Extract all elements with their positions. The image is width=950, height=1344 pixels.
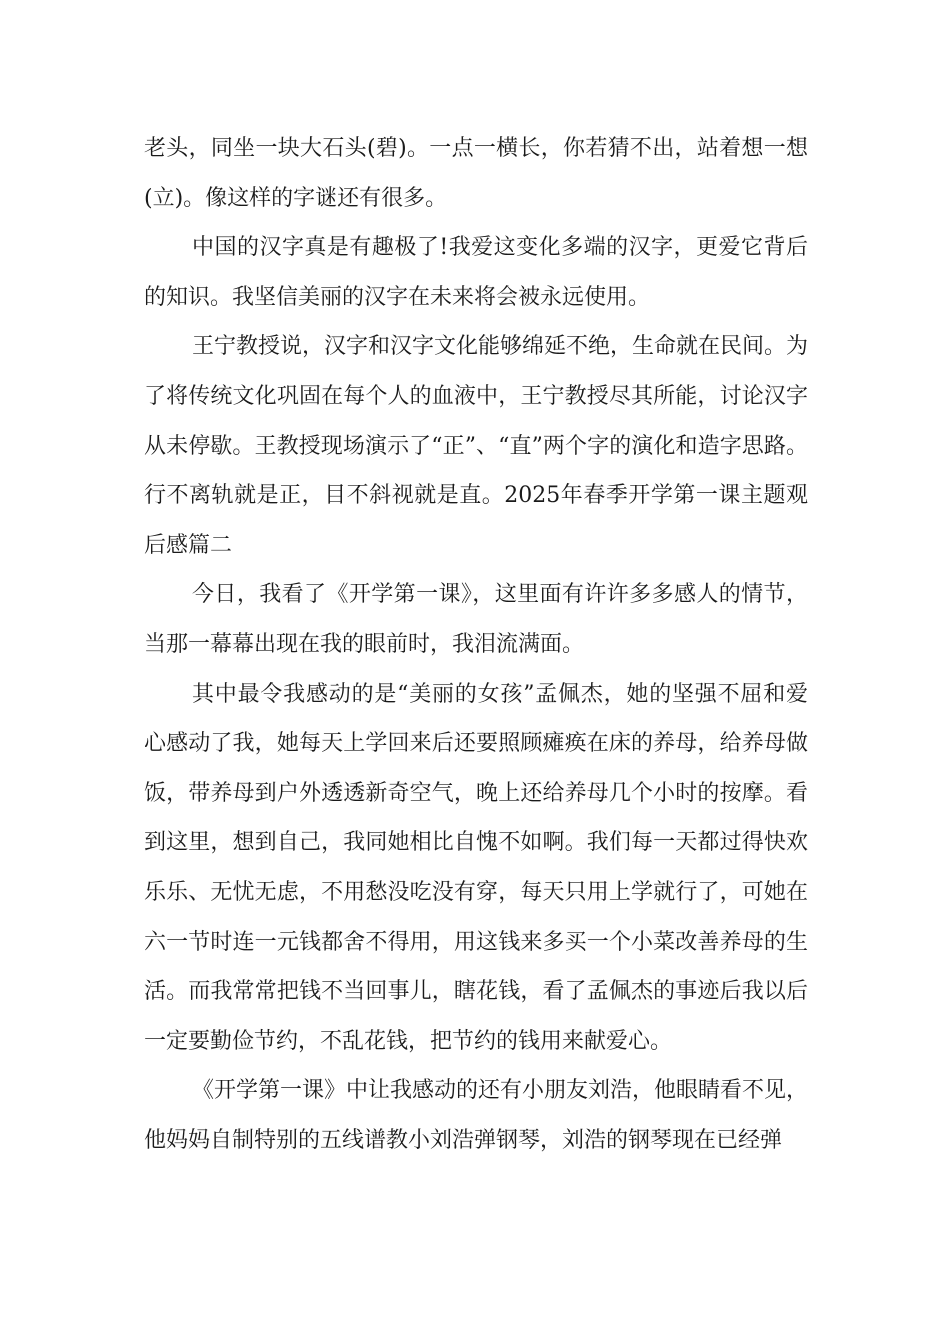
paragraph-1: 老头，同坐一块大石头(碧)。一点一横长，你若猜不出，站着想一想(立)。像这样的字谜还有很多。 (144, 136, 808, 211)
paragraph-6: 《开学第一课》中让我感动的还有小朋友刘浩，他眼睛看不见，他妈妈自制特别的五线谱教小刘浩弹钢琴，刘浩的钢琴现在已经弹 (144, 1078, 809, 1153)
paragraph-3: 王宁教授说，汉字和汉字文化能够绵延不绝，生命就在民间。为了将传统文化巩固在每个人的血液中，王宁教授尽其所能，讨论汉字从未停歇。王教授现场演示了“正”、“直”两个字的演化和造字思路。行不离轨就是正，目不斜视就是直。2025年春季开学第一课主题观后感篇二 (144, 334, 809, 558)
paragraph-5: 其中最令我感动的是“美丽的女孩”孟佩杰，她的坚强不屈和爱心感动了我，她每天上学回来后还要照顾瘫痪在床的养母，给养母做饭，带养母到户外透透新奇空气，晚上还给养母几个小时的按摩。看到这里，想到自己，我同她相比自愧不如啊。我们每一天都过得快欢乐乐、无忧无虑，不用愁没吃没有穿，每天只用上学就行了，可她在六一节时连一元钱都舍不得用，用这钱来多买一个小菜改善养母的生活。而我常常把钱不当回事儿，瞎花钱，看了孟佩杰的事迹后我以后一定要勤俭节约，不乱花钱，把节约的钱用来献爱心。 (144, 681, 808, 1054)
paragraph-2: 中国的汉字真是有趣极了!我爱这变化多端的汉字，更爱它背后的知识。我坚信美丽的汉字在未来将会被永远使用。 (144, 235, 808, 310)
paragraph-4: 今日，我看了《开学第一课》，这里面有许许多多感人的情节，当那一幕幕出现在我的眼前时，我泪流满面。 (144, 582, 808, 657)
document-page (144, 124, 808, 1165)
